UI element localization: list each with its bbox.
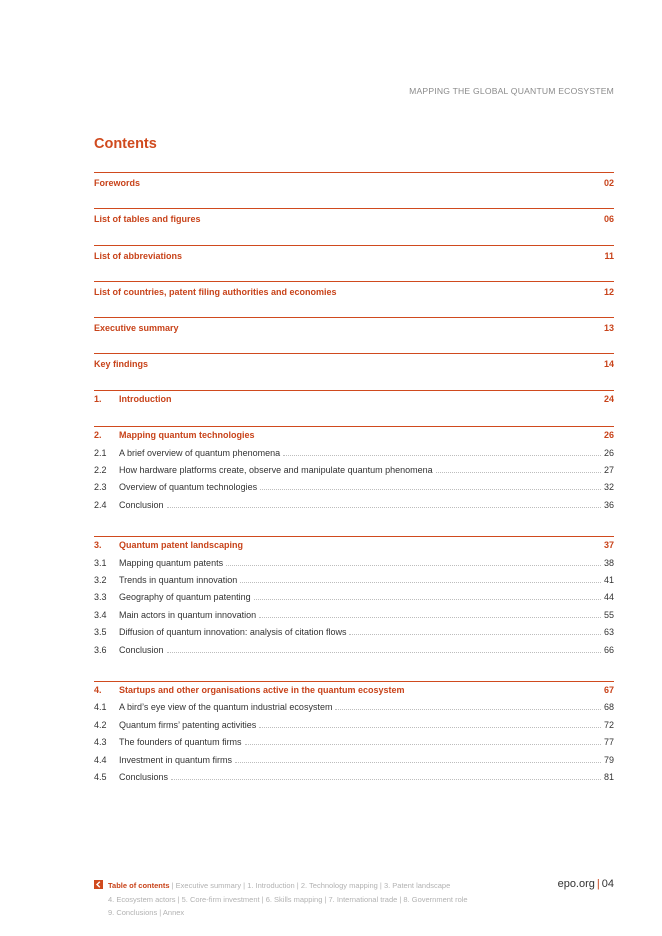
- toc-entry-page: 06: [603, 214, 614, 225]
- subentry-page: 81: [603, 772, 614, 783]
- toc-subentry[interactable]: [94, 558, 614, 575]
- toc-entry-page: 13: [603, 323, 614, 334]
- toc-entry-countries[interactable]: [94, 281, 614, 317]
- subentry-number: 2.4: [94, 499, 107, 510]
- site-link[interactable]: epo.org: [557, 878, 595, 890]
- subentry-title: Conclusion: [119, 644, 164, 655]
- toc-chapter-3: [94, 536, 614, 662]
- toc-chapter-2: [94, 426, 614, 517]
- toc-entry-abbreviations[interactable]: [94, 245, 614, 281]
- subentry-number: 3.6: [94, 644, 107, 655]
- subentry-number: 2.2: [94, 464, 107, 475]
- dot-leader: [235, 762, 601, 763]
- subentry-title: Conclusion: [119, 499, 164, 510]
- subentry-page: 27: [603, 464, 614, 475]
- chapter-title: Introduction: [119, 393, 172, 404]
- table-of-contents: [94, 172, 614, 789]
- dot-leader: [167, 652, 601, 653]
- nav-line-2[interactable]: 4. Ecosystem actors | 5. Core-firm investment | 6. Skills mapping | 7. International trade | 8. Government role: [108, 894, 468, 904]
- subentry-title: How hardware platforms create, observe and manipulate quantum phenomena: [119, 464, 433, 475]
- subentry-page: 63: [603, 627, 614, 638]
- running-head: MAPPING THE GLOBAL QUANTUM ECOSYSTEM: [409, 86, 614, 96]
- toc-entry-executive-summary[interactable]: [94, 317, 614, 353]
- footer-navigation: [94, 879, 614, 919]
- toc-subentry[interactable]: [94, 465, 614, 482]
- subentry-title: A brief overview of quantum phenomena: [119, 447, 281, 458]
- toc-entry-tables-figures[interactable]: [94, 208, 614, 244]
- subentry-page: 55: [603, 609, 614, 620]
- toc-entry-page: 11: [604, 250, 614, 261]
- dot-leader: [259, 617, 601, 618]
- subentry-title: Trends in quantum innovation: [119, 575, 238, 586]
- chapter-number: 2.: [94, 430, 102, 441]
- subentry-page: 26: [603, 447, 614, 458]
- toc-entry-page: 02: [603, 178, 614, 188]
- toc-subentry[interactable]: [94, 720, 614, 737]
- subentry-page: 68: [603, 702, 614, 713]
- dot-leader: [171, 779, 601, 780]
- subentry-title: Geography of quantum patenting: [119, 592, 251, 603]
- subentry-page: 72: [603, 719, 614, 730]
- toc-subentry[interactable]: [94, 627, 614, 644]
- toc-entry-page: 12: [603, 286, 614, 297]
- page-footer-brand: [558, 878, 614, 890]
- dot-leader: [349, 634, 601, 635]
- toc-subentry[interactable]: [94, 772, 614, 789]
- toc-subentry[interactable]: [94, 500, 614, 517]
- subentry-page: 66: [603, 644, 614, 655]
- subentry-number: 4.4: [94, 754, 107, 765]
- chapter-page: 67: [603, 684, 614, 695]
- toc-subentry[interactable]: [94, 610, 614, 627]
- dot-leader: [436, 472, 601, 473]
- nav-line-1[interactable]: | Executive summary | 1. Introduction | 2. Technology mapping | 3. Patent landscape: [169, 881, 451, 890]
- toc-subentry[interactable]: [94, 702, 614, 719]
- dot-leader: [226, 565, 601, 566]
- subentry-number: 4.3: [94, 737, 107, 748]
- subentry-number: 3.5: [94, 627, 107, 638]
- toc-subentry[interactable]: [94, 448, 614, 465]
- toc-chapter-4: [94, 681, 614, 789]
- subentry-page: 41: [603, 575, 614, 586]
- dot-leader: [167, 507, 601, 508]
- chapter-nav: [108, 879, 468, 920]
- dot-leader: [283, 455, 601, 456]
- toc-subentry[interactable]: [94, 645, 614, 662]
- toc-entry-page: 14: [603, 359, 614, 370]
- subentry-number: 2.1: [94, 447, 107, 458]
- subentry-number: 4.2: [94, 719, 107, 730]
- subentry-page: 44: [603, 592, 614, 603]
- chapter-page: 24: [603, 393, 614, 404]
- toc-entry-title: Key findings: [94, 359, 149, 370]
- subentry-number: 3.2: [94, 575, 107, 586]
- subentry-number: 4.1: [94, 702, 107, 713]
- subentry-title: Diffusion of quantum innovation: analysis of citation flows: [119, 627, 347, 638]
- toc-subentry[interactable]: [94, 592, 614, 609]
- page-title: Contents: [94, 136, 157, 152]
- subentry-page: 32: [603, 482, 614, 493]
- dot-leader: [240, 582, 601, 583]
- subentry-title: Investment in quantum firms: [119, 754, 233, 765]
- chapter-page: 37: [603, 540, 614, 551]
- subentry-number: 2.3: [94, 482, 107, 493]
- subentry-page: 77: [603, 737, 614, 748]
- dot-leader: [335, 709, 601, 710]
- dot-leader: [245, 744, 601, 745]
- chapter-title: Mapping quantum technologies: [119, 430, 255, 441]
- subentry-title: Mapping quantum patents: [119, 557, 224, 568]
- subentry-title: Conclusions: [119, 772, 169, 783]
- toc-subentry[interactable]: [94, 482, 614, 499]
- nav-line-3[interactable]: 9. Conclusions | Annex: [108, 908, 185, 917]
- subentry-title: Overview of quantum technologies: [119, 482, 258, 493]
- chapter-heading[interactable]: [94, 685, 614, 703]
- subentry-number: 3.1: [94, 557, 107, 568]
- toc-entry-title: List of tables and figures: [94, 214, 201, 225]
- chapter-page: 26: [603, 430, 614, 441]
- chapter-title: Startups and other organisations active in the quantum ecosystem: [119, 684, 405, 695]
- toc-entry-title: List of abbreviations: [94, 250, 183, 261]
- chapter-number: 1.: [94, 393, 102, 404]
- toc-entry-title: Forewords: [94, 178, 141, 188]
- chapter-heading[interactable]: [94, 394, 614, 426]
- toc-subentry[interactable]: [94, 755, 614, 772]
- subentry-page: 38: [603, 557, 614, 568]
- chapter-title: Quantum patent landscaping: [119, 540, 244, 551]
- subentry-number: 3.3: [94, 592, 107, 603]
- subentry-number: 4.5: [94, 772, 107, 783]
- subentry-title: The founders of quantum firms: [119, 737, 242, 748]
- chapter-heading[interactable]: [94, 430, 614, 448]
- chapter-heading[interactable]: [94, 540, 614, 558]
- toc-chapter-1: [94, 390, 614, 426]
- subentry-page: 36: [603, 499, 614, 510]
- toc-entry-key-findings[interactable]: [94, 353, 614, 389]
- dot-leader: [259, 727, 601, 728]
- subentry-number: 3.4: [94, 609, 107, 620]
- toc-entry-title: Executive summary: [94, 323, 179, 334]
- dot-leader: [260, 489, 601, 490]
- subentry-title: Quantum firms’ patenting activities: [119, 719, 257, 730]
- subentry-title: Main actors in quantum innovation: [119, 609, 257, 620]
- toc-subentry[interactable]: [94, 737, 614, 754]
- chapter-number: 4.: [94, 684, 102, 695]
- toc-entry-title: List of countries, patent filing authorities and economies: [94, 286, 337, 297]
- toc-nav-link[interactable]: Table of contents: [108, 881, 170, 890]
- dot-leader: [254, 599, 601, 600]
- footer-separator: |: [596, 878, 600, 890]
- back-arrow-icon[interactable]: [94, 880, 103, 889]
- toc-subentry[interactable]: [94, 575, 614, 592]
- toc-entry-forewords[interactable]: [94, 172, 614, 208]
- subentry-page: 79: [603, 754, 614, 765]
- page-number: 04: [601, 878, 614, 890]
- subentry-title: A bird’s eye view of the quantum industrial ecosystem: [119, 702, 333, 713]
- chapter-number: 3.: [94, 540, 102, 551]
